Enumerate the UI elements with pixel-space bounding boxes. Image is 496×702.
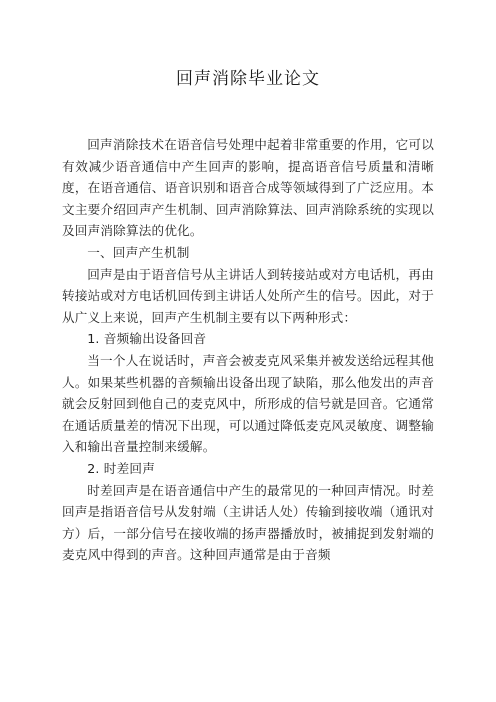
document-body	[62, 134, 434, 566]
document-title: 回声消除毕业论文	[176, 69, 320, 89]
section-1-paragraph: 回声是由于语音信号从主讲话人到转接站或对方电话机，再由转接站或对方电话机回传到主讲话人处所产生的信号。因此，对于从广义上来说，回声产生机制主要有以下两种形式：	[62, 266, 434, 325]
section-heading-1: 一、回声产生机制	[87, 244, 190, 260]
intro-paragraph: 回声消除技术在语音信号处理中起着非常重要的作用，它可以有效减少语音通信中产生回声的影响，提高语音信号质量和清晰度，在语音通信、语音识别和语音合成等领域得到了广泛应用。本文主要介绍回声产生机制、回声消除算法、回声消除系统的实现以及回声消除算法的优化。	[62, 137, 434, 239]
subsection-heading-1: 1. 音频输出设备回音	[87, 331, 207, 347]
subsection-heading-2: 2. 时差回声	[87, 460, 155, 476]
subsection-2-paragraph: 时差回声是在语音通信中产生的最常见的一种回声情况。时差回声是指语音信号从发射端（主讲话人处）传输到接收端（通讯对方）后，一部分信号在接收端的扬声器播放时，被捕捉到发射端的麦克风中得到的声音。这种回声通常是由于音频	[62, 482, 434, 563]
subsection-1-paragraph: 当一个人在说话时，声音会被麦克风采集并被发送给远程其他人。如果某些机器的音频输出设备出现了缺陷，那么他发出的声音就会反射回到他自己的麦克风中，所形成的信号就是回音。它通常在通话质量差的情况下出现，可以通过降低麦克风灵敏度、调整输入和输出音量控制来缓解。	[62, 352, 434, 455]
